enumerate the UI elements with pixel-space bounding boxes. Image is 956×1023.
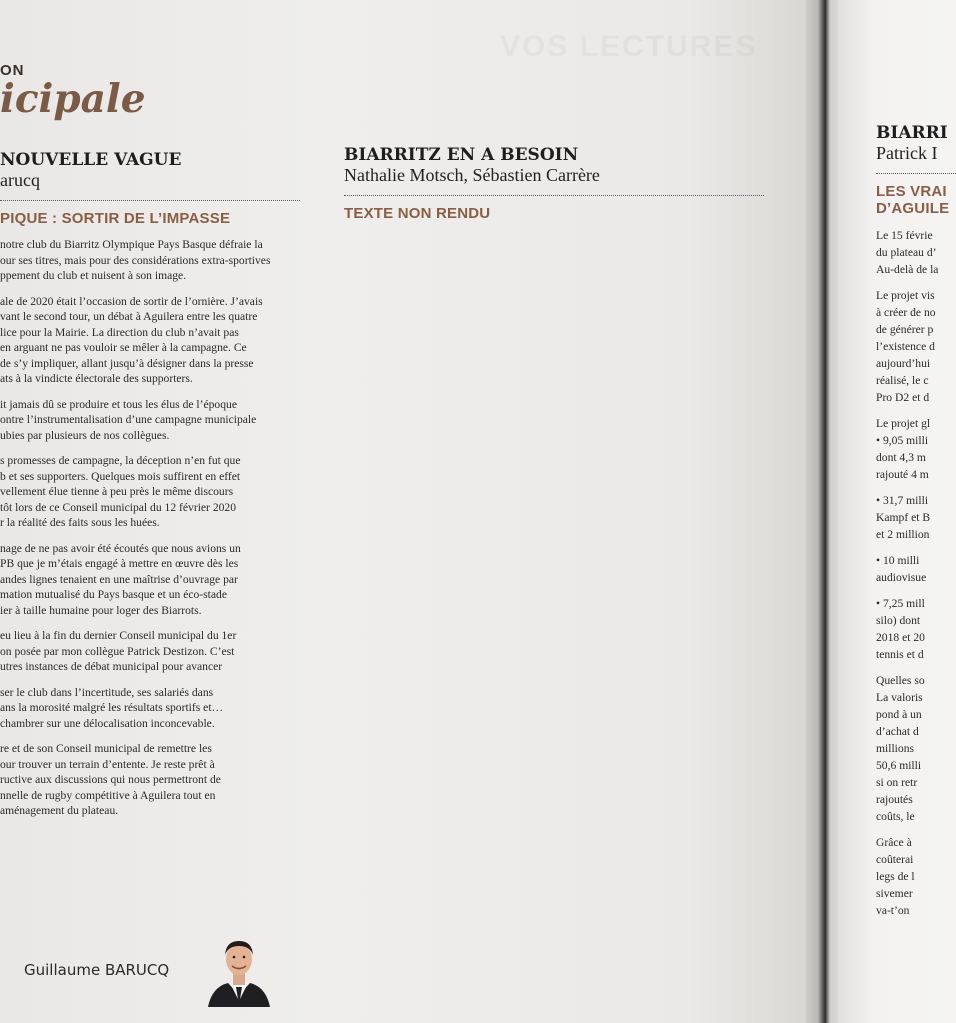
paragraph (876, 227, 956, 278)
text-line: s promesses de campagne, la déception n’en fut que (0, 454, 241, 467)
paragraph (0, 237, 300, 284)
text-line: coûts, le (876, 810, 915, 823)
text-line: Quelles so (876, 674, 925, 687)
text-line: ructive aux discussions qui nous permettront de (0, 773, 221, 786)
text-line: our trouver un terrain d’entente. Je reste prêt à (0, 757, 215, 771)
text-line: b et ses supporters. Quelques mois suffirent en effet (0, 469, 241, 483)
text-line: aujourd’hui (876, 357, 931, 370)
paragraph (876, 595, 956, 663)
text-line: ale de 2020 était l’occasion de sortir de l’ornière. J’avais (0, 294, 263, 308)
text-line: nnelle de rugby compétitive à Aguilera tout en (0, 788, 216, 802)
dotted-divider (344, 195, 764, 196)
paragraph (876, 415, 956, 483)
text-line: Kampf et B (876, 511, 931, 524)
text-line: mation mutualisé du Pays basque et un éco-stade (0, 588, 227, 601)
text-line: et 2 million (876, 528, 930, 541)
text-line: sivemer (876, 887, 913, 900)
text-line: our ses titres, mais pour des considérations extra-sportives (0, 253, 271, 267)
text-line: on posée par mon collègue Patrick Destizon. C’est (0, 644, 235, 658)
paragraph (876, 672, 956, 825)
dotted-divider (876, 173, 956, 174)
article-title: BIARRITZ EN A BESOIN (344, 145, 579, 165)
text-line: d’achat d (876, 725, 919, 738)
text-line: • 7,25 mill (876, 597, 925, 610)
article-title: NOUVELLE VAGUE (0, 150, 182, 170)
section-label-pre: ON (0, 62, 25, 79)
text-line: • 31,7 milli (876, 494, 929, 507)
paragraph (0, 294, 300, 387)
text-line: Pro D2 et d (876, 391, 930, 404)
article-title: BIARRI (876, 123, 948, 143)
text-line: 50,6 milli (876, 759, 922, 772)
text-line: Au-delà de la (876, 263, 939, 276)
paragraph (876, 552, 956, 586)
paragraph (0, 685, 300, 732)
text-line: legs de l (876, 870, 915, 883)
text-line: à créer de no (876, 306, 936, 319)
article-biarritz-right (876, 123, 956, 928)
text-line: aménagement du plateau. (0, 804, 119, 817)
text-line: tennis et d (876, 648, 924, 661)
paragraph (0, 541, 300, 619)
text-line: vellement élue tienne à peu près le même discours (0, 485, 234, 498)
text-line: Le projet vis (876, 289, 935, 302)
text-line: lice pour la Mairie. La direction du club n’avait pas (0, 325, 239, 339)
text-line: • 10 milli (876, 554, 920, 567)
text-line: ats à la vindicte électorale des supporters. (0, 372, 193, 385)
text-line: eu lieu à la fin du dernier Conseil municipal du 1er (0, 629, 237, 642)
text-line: du plateau d’ (876, 246, 937, 259)
dotted-divider (0, 200, 300, 201)
text-line: nage de ne pas avoir été écoutés que nous avions un (0, 541, 241, 555)
text-line: it jamais dû se produire et tous les élus de l’époque (0, 397, 237, 411)
article-body (0, 237, 300, 819)
text-line: notre club du Biarritz Olympique Pays Basque défraie la (0, 238, 263, 251)
paragraph (876, 287, 956, 406)
text-line: coûterai (876, 853, 914, 866)
article-body (876, 227, 956, 919)
text-line: Le projet gl (876, 417, 931, 430)
text-line: utres instances de débat municipal pour avancer (0, 660, 223, 673)
article-subheading: PIQUE : SORTIR DE L’IMPASSE (0, 210, 231, 227)
background-heading: VOS LECTURES (500, 30, 758, 63)
article-subheading-line: LES VRAI (876, 183, 947, 200)
text-line: l’existence d (876, 340, 935, 353)
paragraph (0, 628, 300, 675)
text-line: pond à un (876, 708, 922, 721)
text-line: re et de son Conseil municipal de remettre les (0, 742, 212, 755)
text-line: de générer p (876, 323, 934, 336)
text-line: audiovisue (876, 571, 927, 584)
text-line: dont 4,3 m (876, 451, 926, 464)
text-line: ontre l’instrumentalisation d’une campagne municipale (0, 413, 257, 426)
text-line: ier à taille humaine pour loger des Biarrots. (0, 603, 202, 617)
paragraph (0, 397, 300, 444)
article-nouvelle-vague (0, 150, 300, 829)
article-subheading: TEXTE NON RENDU (344, 205, 491, 222)
text-line: ans la morosité malgré les résultats sportifs et… (0, 701, 224, 714)
text-line: Le 15 févrie (876, 229, 933, 242)
paragraph (0, 453, 300, 531)
text-line: rajouté 4 m (876, 468, 929, 481)
paragraph (876, 492, 956, 543)
text-line: millions (876, 742, 915, 755)
article-author: Nathalie Motsch, Sébastien Carrère (344, 165, 600, 185)
text-line: rajoutés (876, 793, 913, 806)
text-line: va-t’on (876, 904, 910, 917)
text-line: Grâce à (876, 836, 912, 849)
text-line: si on retr (876, 776, 918, 789)
text-line: chambrer sur une délocalisation inconcevable. (0, 716, 215, 730)
article-author: arucq (0, 170, 40, 190)
text-line: PB que je m’étais engagé à mettre en œuvre dès les (0, 557, 239, 570)
text-line: tôt lors de ce Conseil municipal du 12 février 2020 (0, 500, 237, 514)
text-line: La valoris (876, 691, 923, 704)
article-biarritz-en-a-besoin (344, 145, 764, 222)
paragraph (0, 741, 300, 819)
text-line: vant le second tour, un débat à Aguilera entre les quatre (0, 310, 258, 323)
signature-name: Guillaume BARUCQ (24, 961, 170, 979)
text-line: • 9,05 milli (876, 434, 929, 447)
avatar (206, 935, 272, 1007)
text-line: silo) dont (876, 614, 921, 627)
text-line: andes lignes tenaient en une maîtrise d’ouvrage par (0, 572, 238, 586)
text-line: réalisé, le c (876, 374, 929, 387)
text-line: 2018 et 20 (876, 631, 925, 644)
section-title: icipale (0, 76, 146, 122)
text-line: en arguant ne pas vouloir se mêler à la campagne. Ce (0, 341, 247, 354)
article-subheading-line: D’AGUILE (876, 200, 950, 217)
text-line: ser le club dans l’incertitude, ses salariés dans (0, 685, 214, 699)
text-line: ppement du club et nuisent à son image. (0, 269, 187, 282)
article-author: Patrick I (876, 143, 938, 163)
paragraph (876, 834, 956, 919)
text-line: ubies par plusieurs de nos collègues. (0, 428, 170, 442)
text-line: r la réalité des faits sous les huées. (0, 516, 160, 529)
text-line: de s’y impliquer, allant jusqu’à désigner dans la presse (0, 356, 254, 370)
